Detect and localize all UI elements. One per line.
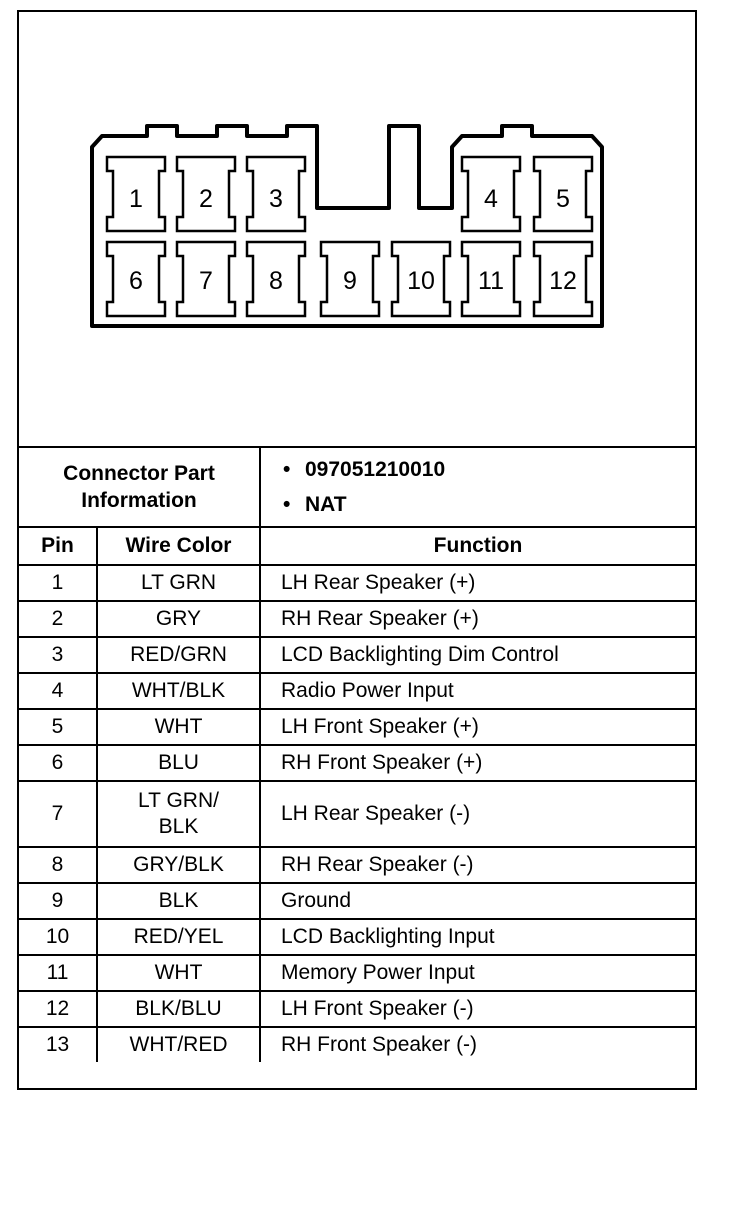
table-row [19, 781, 695, 847]
wire-color-cell-text: BLK [158, 889, 199, 912]
wire-color-cell-text: BLK/BLU [135, 997, 222, 1020]
connector-housing [92, 126, 602, 326]
function-cell-text: RH Front Speaker (+) [281, 751, 483, 774]
table-row [19, 745, 695, 781]
pinout-table [19, 448, 695, 1062]
pin-cell-text: 7 [51, 802, 64, 825]
table-row [19, 637, 695, 673]
function-cell [260, 919, 695, 955]
pin-cell [19, 673, 97, 709]
wire-color-cell [97, 1027, 260, 1062]
function-cell [260, 601, 695, 637]
pin-cell [19, 781, 97, 847]
function-cell-text: RH Front Speaker (-) [281, 1033, 478, 1056]
pin-cell [19, 919, 97, 955]
pin-cell-text: 11 [46, 961, 69, 984]
pin-number-label: 11 [478, 267, 504, 295]
wire-color-cell [97, 601, 260, 637]
header-wire-color: Wire Color [97, 527, 260, 565]
pin-number-label: 4 [484, 185, 498, 213]
function-cell [260, 847, 695, 883]
pin-cell-text: 9 [51, 889, 64, 912]
wire-color-cell-text: GRY/BLK [133, 853, 224, 876]
function-cell-text: LH Rear Speaker (-) [281, 802, 471, 825]
header-pin: Pin [19, 527, 97, 565]
function-cell [260, 673, 695, 709]
wire-color-cell [97, 673, 260, 709]
pin-cell-text: 8 [51, 853, 64, 876]
wire-color-cell-text: RED/YEL [133, 925, 224, 948]
function-cell-text: LH Front Speaker (+) [281, 715, 479, 738]
table-row [19, 955, 695, 991]
function-cell-text: LCD Backlighting Input [281, 925, 495, 948]
wire-color-cell [97, 709, 260, 745]
table-row [19, 991, 695, 1027]
table-row [19, 565, 695, 601]
pin-cell [19, 883, 97, 919]
pin-cell-text: 5 [51, 715, 64, 738]
wire-color-cell-text: RED/GRN [130, 643, 227, 666]
pin-number-label: 1 [129, 185, 143, 213]
wire-color-cell-text: GRY [155, 607, 202, 630]
pin-cell-text: 10 [45, 925, 70, 948]
wire-color-cell [97, 883, 260, 919]
table-row [19, 673, 695, 709]
connector-diagram [19, 12, 695, 448]
table-row [19, 709, 695, 745]
pin-cell [19, 847, 97, 883]
function-cell [260, 637, 695, 673]
wire-color-cell-text: WHT [154, 961, 203, 984]
pin-cell [19, 637, 97, 673]
function-cell [260, 565, 695, 601]
pin-cell-text: 6 [51, 751, 64, 774]
part-family: • NAT [305, 487, 695, 522]
connector-info-values [260, 448, 695, 527]
pin-number-label: 10 [407, 267, 435, 295]
wire-color-cell [97, 745, 260, 781]
pin-cell-text: 13 [45, 1033, 70, 1056]
pin-cell [19, 601, 97, 637]
function-cell [260, 955, 695, 991]
pin-number-label: 12 [549, 267, 577, 295]
pin-cell-text: 3 [51, 643, 64, 666]
function-cell [260, 883, 695, 919]
pin-cell-text: 1 [51, 571, 64, 594]
function-cell [260, 709, 695, 745]
wire-color-cell-text: WHT/RED [129, 1033, 228, 1056]
pin-cell [19, 991, 97, 1027]
pin-cell [19, 1027, 97, 1062]
function-cell-text: RH Rear Speaker (-) [281, 853, 474, 876]
connector-face-drawing [19, 12, 695, 446]
table-row [19, 919, 695, 955]
table-row [19, 883, 695, 919]
wire-color-cell [97, 847, 260, 883]
function-cell-text: LCD Backlighting Dim Control [281, 643, 559, 666]
wire-color-cell [97, 565, 260, 601]
table-row [19, 847, 695, 883]
info-row [19, 448, 695, 527]
wire-color-cell [97, 637, 260, 673]
pin-cell-text: 4 [51, 679, 64, 702]
function-cell-text: Ground [281, 889, 352, 912]
pin-cell-text: 2 [51, 607, 64, 630]
wire-color-cell-text: LT GRN/ BLK [138, 789, 219, 838]
pin-cell [19, 745, 97, 781]
function-cell [260, 991, 695, 1027]
wire-color-cell-text: WHT [154, 715, 203, 738]
connector-chart-frame [17, 10, 697, 1090]
function-cell [260, 745, 695, 781]
table-row [19, 601, 695, 637]
pin-number-label: 3 [269, 185, 283, 213]
pin-number-label: 8 [269, 267, 283, 295]
table-row [19, 1027, 695, 1062]
function-cell [260, 1027, 695, 1062]
pin-number-label: 5 [556, 185, 570, 213]
pin-cell [19, 565, 97, 601]
function-cell-text: LH Front Speaker (-) [281, 997, 474, 1020]
wire-color-cell [97, 781, 260, 847]
function-cell-text: LH Rear Speaker (+) [281, 571, 476, 594]
pin-cell [19, 955, 97, 991]
pin-number-label: 7 [199, 267, 213, 295]
wire-color-cell [97, 919, 260, 955]
wire-color-cell [97, 991, 260, 1027]
pin-number-label: 9 [343, 267, 357, 295]
pin-number-label: 6 [129, 267, 143, 295]
function-cell-text: RH Rear Speaker (+) [281, 607, 479, 630]
pin-cell-text: 12 [45, 997, 70, 1020]
pin-number-label: 2 [199, 185, 213, 213]
wire-color-cell-text: WHT/BLK [131, 679, 226, 702]
pin-cell [19, 709, 97, 745]
header-function: Function [260, 527, 695, 565]
function-cell-text: Radio Power Input [281, 679, 454, 702]
wire-color-cell [97, 955, 260, 991]
function-cell-text: Memory Power Input [281, 961, 475, 984]
wire-color-cell-text: LT GRN [140, 571, 217, 594]
function-cell [260, 781, 695, 847]
wire-color-cell-text: BLU [158, 751, 199, 774]
part-number: • 097051210010 [305, 452, 695, 487]
column-header-row [19, 527, 695, 565]
connector-info-label: Connector Part Information [19, 448, 260, 527]
